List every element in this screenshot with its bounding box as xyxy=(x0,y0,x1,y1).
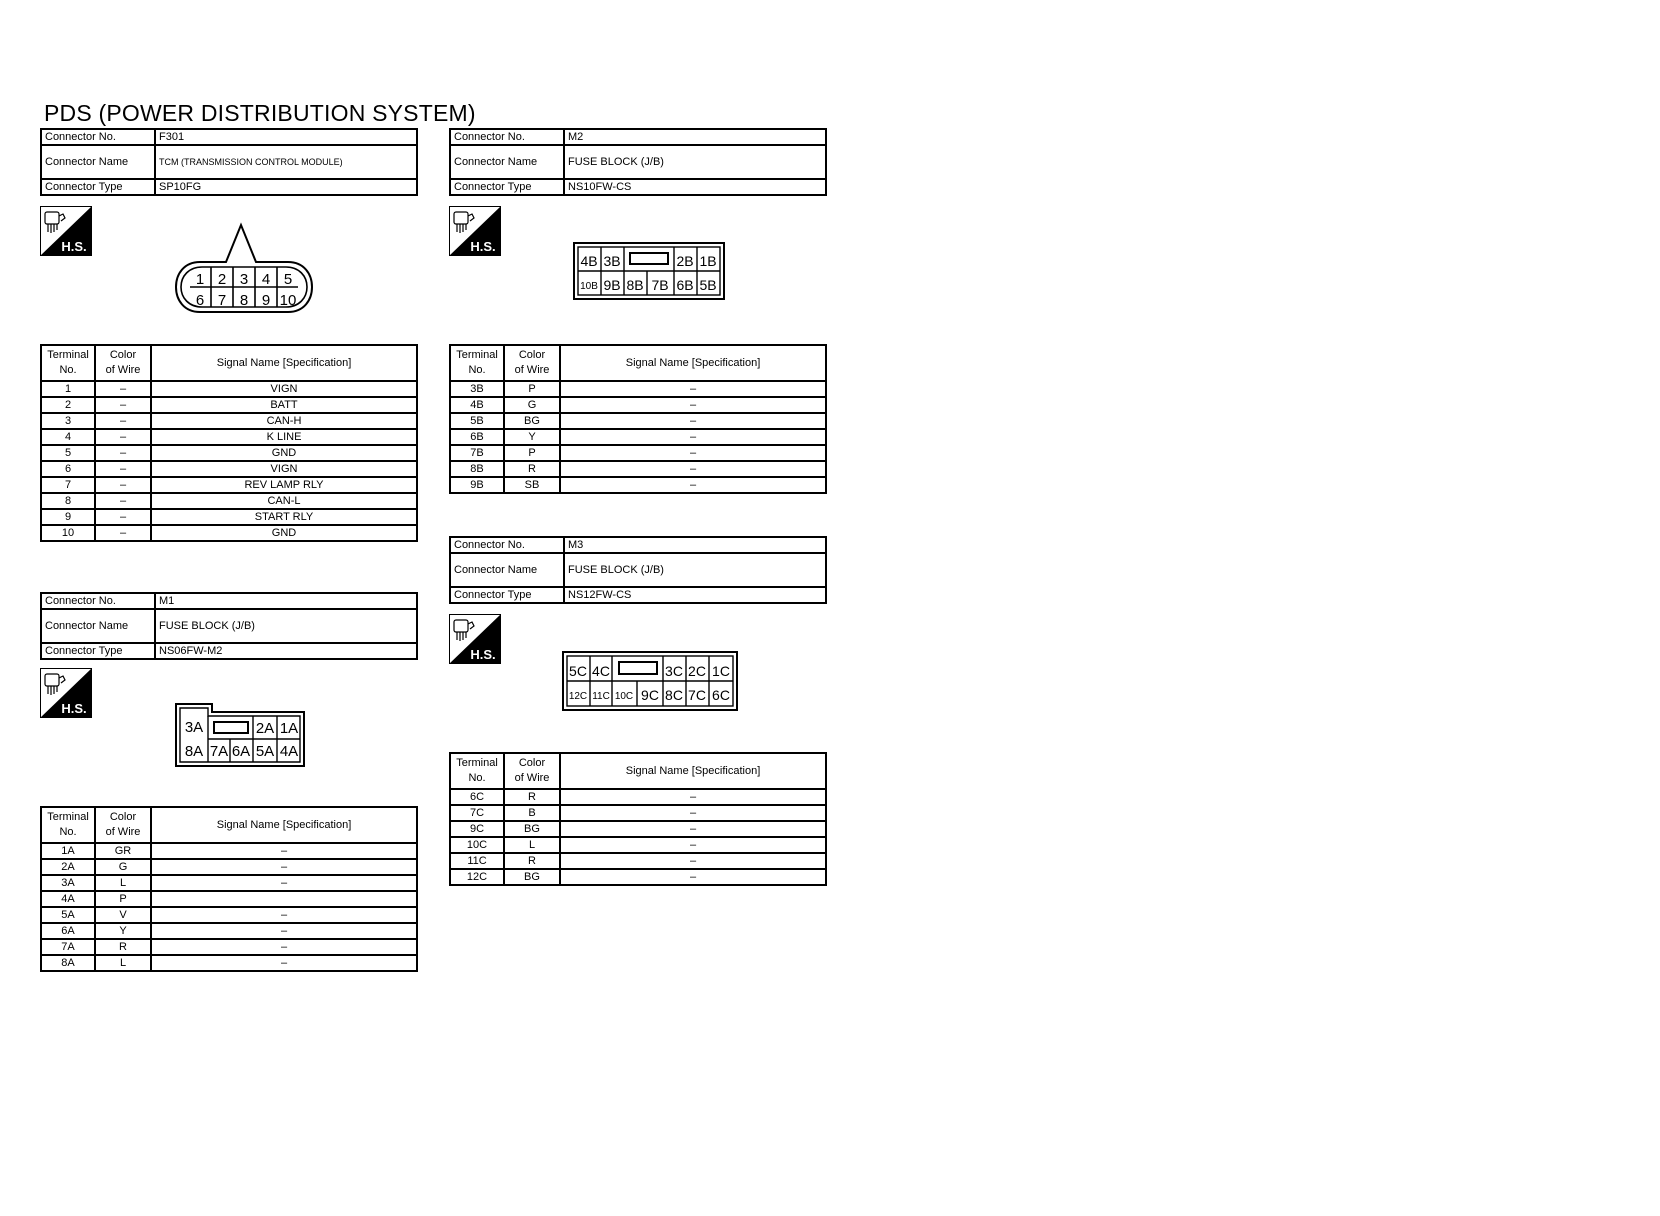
pin-label: 5 xyxy=(283,271,293,288)
table-row xyxy=(41,381,417,397)
hs-label: H.S. xyxy=(61,239,87,254)
signal-name-cell: START RLY xyxy=(151,509,417,525)
signal-name-cell: – xyxy=(151,923,417,939)
connector-type-value: NS06FW-M2 xyxy=(155,643,417,659)
wire-color-cell: Y xyxy=(95,923,151,939)
signal-name-cell: – xyxy=(151,955,417,971)
table-row xyxy=(41,493,417,509)
m3-face-svg xyxy=(562,651,740,713)
wire-color-cell: P xyxy=(504,445,560,461)
wire-color-cell: – xyxy=(95,429,151,445)
terminal-no-cell: 11C xyxy=(450,853,504,869)
table-row xyxy=(450,853,826,869)
table-row xyxy=(450,837,826,853)
wire-color-cell: – xyxy=(95,445,151,461)
terminal-no-cell: 9B xyxy=(450,477,504,493)
hs-label: H.S. xyxy=(470,239,496,254)
signal-name-cell: – xyxy=(560,837,826,853)
terminal-no-cell: 9C xyxy=(450,821,504,837)
table-row xyxy=(41,413,417,429)
terminal-no-cell: 4 xyxy=(41,429,95,445)
terminal-no-cell: 3A xyxy=(41,875,95,891)
terminal-no-cell: 10C xyxy=(450,837,504,853)
signal-name-cell: – xyxy=(151,875,417,891)
connector-m1-face-diagram xyxy=(174,702,310,777)
connector-f301-face-diagram xyxy=(170,222,320,323)
table-row xyxy=(41,477,417,493)
terminal-no-cell: 2 xyxy=(41,397,95,413)
pin-label: 2C xyxy=(688,663,706,679)
signal-name-cell: VIGN xyxy=(151,381,417,397)
wire-color-cell: SB xyxy=(504,477,560,493)
wire-color-cell: – xyxy=(95,397,151,413)
table-row xyxy=(450,477,826,493)
pin-label: 12C xyxy=(568,691,588,702)
signal-name-cell: – xyxy=(560,821,826,837)
col-terminal-header: Terminal No. xyxy=(41,345,95,381)
table-row xyxy=(41,955,417,971)
harness-side-icon xyxy=(40,206,92,256)
pin-label: 8C xyxy=(665,687,683,703)
wire-color-cell: – xyxy=(95,413,151,429)
connector-name-label: Connector Name xyxy=(450,553,564,587)
pin-label: 1C xyxy=(712,663,730,679)
signal-name-cell: CAN-H xyxy=(151,413,417,429)
table-row xyxy=(41,923,417,939)
col-signal-header: Signal Name [Specification] xyxy=(151,345,417,381)
connector-m3-face-diagram xyxy=(562,651,740,718)
connector-type-label: Connector Type xyxy=(450,587,564,603)
pin-label: 5A xyxy=(255,743,275,760)
wire-color-cell: BG xyxy=(504,413,560,429)
table-row xyxy=(450,445,826,461)
m1-face-svg xyxy=(174,702,310,772)
signal-name-cell: – xyxy=(560,381,826,397)
pin-label: 3 xyxy=(239,271,249,288)
pin-label: 10C xyxy=(614,691,634,702)
connector-name-value: FUSE BLOCK (J/B) xyxy=(564,553,826,587)
pin-label: 5C xyxy=(569,663,587,679)
terminal-no-cell: 9 xyxy=(41,509,95,525)
wire-color-cell: L xyxy=(504,837,560,853)
pin-label: 4A xyxy=(279,743,299,760)
terminal-no-cell: 8 xyxy=(41,493,95,509)
connector-type-value: NS12FW-CS xyxy=(564,587,826,603)
pin-label: 7B xyxy=(651,277,669,293)
terminal-no-cell: 12C xyxy=(450,869,504,885)
pin-label: 3B xyxy=(603,253,621,269)
table-row xyxy=(41,397,417,413)
pin-label: 8A xyxy=(184,743,204,760)
connector-f301-signal-table xyxy=(40,344,418,542)
terminal-no-cell: 7A xyxy=(41,939,95,955)
wire-color-cell: BG xyxy=(504,821,560,837)
wire-color-cell: R xyxy=(504,853,560,869)
signal-name-cell: K LINE xyxy=(151,429,417,445)
wire-color-cell: B xyxy=(504,805,560,821)
connector-type-value: NS10FW-CS xyxy=(564,179,826,195)
wire-color-cell: – xyxy=(95,477,151,493)
table-row xyxy=(41,875,417,891)
wire-color-cell: – xyxy=(95,509,151,525)
connector-name-label: Connector Name xyxy=(41,609,155,643)
table-row xyxy=(450,821,826,837)
wire-color-cell: P xyxy=(504,381,560,397)
signal-name-cell: – xyxy=(151,907,417,923)
terminal-no-cell: 5 xyxy=(41,445,95,461)
pin-label: 6A xyxy=(231,743,251,760)
wire-color-cell: GR xyxy=(95,843,151,859)
signal-name-cell: – xyxy=(151,939,417,955)
signal-name-cell: – xyxy=(151,859,417,875)
page-title: PDS (POWER DISTRIBUTION SYSTEM) xyxy=(44,100,476,126)
pin-label: 1B xyxy=(699,253,717,269)
wire-color-cell: V xyxy=(95,907,151,923)
wire-color-cell: R xyxy=(504,461,560,477)
pin-label: 7 xyxy=(217,292,227,309)
pin-label: 3C xyxy=(665,663,683,679)
pin-label: 2 xyxy=(217,271,227,288)
pin-label: 2B xyxy=(676,253,694,269)
table-row xyxy=(41,891,417,907)
connector-no-label: Connector No. xyxy=(450,129,564,145)
connector-type-label: Connector Type xyxy=(41,179,155,195)
table-row xyxy=(450,789,826,805)
connector-f301-header xyxy=(40,128,418,196)
connector-m3-signal-table xyxy=(449,752,827,886)
pin-label: 4C xyxy=(592,663,610,679)
terminal-no-cell: 5B xyxy=(450,413,504,429)
wire-color-cell: G xyxy=(95,859,151,875)
signal-name-cell: – xyxy=(151,843,417,859)
wire-color-cell: R xyxy=(95,939,151,955)
table-row xyxy=(41,461,417,477)
col-signal-header: Signal Name [Specification] xyxy=(560,753,826,789)
table-row xyxy=(450,805,826,821)
connector-no-value: M3 xyxy=(564,537,826,553)
terminal-no-cell: 8A xyxy=(41,955,95,971)
wire-color-cell: P xyxy=(95,891,151,907)
connector-m2-face-diagram xyxy=(573,242,727,307)
connector-no-value: M2 xyxy=(564,129,826,145)
table-row xyxy=(41,509,417,525)
terminal-no-cell: 6A xyxy=(41,923,95,939)
signal-name-cell: GND xyxy=(151,525,417,541)
harness-side-icon xyxy=(449,206,501,256)
harness-side-icon xyxy=(449,614,501,664)
pin-label: 8B xyxy=(626,277,644,293)
terminal-no-cell: 3 xyxy=(41,413,95,429)
wire-color-cell: L xyxy=(95,875,151,891)
pin-label: 7A xyxy=(209,743,229,760)
signal-name-cell: – xyxy=(560,853,826,869)
signal-name-cell xyxy=(151,891,417,907)
signal-name-cell: GND xyxy=(151,445,417,461)
f301-face-svg xyxy=(170,222,320,318)
col-terminal-header: Terminal No. xyxy=(450,345,504,381)
wire-color-cell: L xyxy=(95,955,151,971)
hs-label: H.S. xyxy=(61,701,87,716)
signal-name-cell: – xyxy=(560,869,826,885)
wire-color-cell: – xyxy=(95,525,151,541)
wire-color-cell: G xyxy=(504,397,560,413)
pin-label: 8 xyxy=(239,292,249,309)
connector-type-label: Connector Type xyxy=(450,179,564,195)
connector-no-label: Connector No. xyxy=(41,129,155,145)
pin-label: 9C xyxy=(641,687,659,703)
table-row xyxy=(41,445,417,461)
col-signal-header: Signal Name [Specification] xyxy=(560,345,826,381)
signal-name-cell: CAN-L xyxy=(151,493,417,509)
terminal-no-cell: 7C xyxy=(450,805,504,821)
connector-no-label: Connector No. xyxy=(450,537,564,553)
connector-no-value: M1 xyxy=(155,593,417,609)
connector-type-label: Connector Type xyxy=(41,643,155,659)
terminal-no-cell: 3B xyxy=(450,381,504,397)
terminal-no-cell: 1 xyxy=(41,381,95,397)
terminal-no-cell: 6C xyxy=(450,789,504,805)
terminal-no-cell: 5A xyxy=(41,907,95,923)
connector-m1-header xyxy=(40,592,418,660)
pin-label: 7C xyxy=(688,687,706,703)
col-color-header: Color of Wire xyxy=(95,345,151,381)
connector-no-value: F301 xyxy=(155,129,417,145)
table-row xyxy=(41,907,417,923)
signal-name-cell: – xyxy=(560,445,826,461)
pin-label: 1 xyxy=(195,271,205,288)
table-row xyxy=(450,381,826,397)
col-color-header: Color of Wire xyxy=(504,345,560,381)
connector-type-value: SP10FG xyxy=(155,179,417,195)
col-signal-header: Signal Name [Specification] xyxy=(151,807,417,843)
signal-name-cell: – xyxy=(560,477,826,493)
terminal-no-cell: 7 xyxy=(41,477,95,493)
pin-label: 9B xyxy=(603,277,621,293)
table-row xyxy=(450,429,826,445)
table-row xyxy=(41,525,417,541)
col-color-header: Color of Wire xyxy=(504,753,560,789)
table-row xyxy=(41,859,417,875)
table-row xyxy=(41,939,417,955)
col-color-header: Color of Wire xyxy=(95,807,151,843)
wire-color-cell: R xyxy=(504,789,560,805)
signal-name-cell: BATT xyxy=(151,397,417,413)
table-row xyxy=(41,843,417,859)
connector-no-label: Connector No. xyxy=(41,593,155,609)
connector-name-label: Connector Name xyxy=(41,145,155,179)
pin-label: 1A xyxy=(279,720,299,737)
wire-color-cell: BG xyxy=(504,869,560,885)
terminal-no-cell: 2A xyxy=(41,859,95,875)
pin-label: 6C xyxy=(712,687,730,703)
table-row xyxy=(450,413,826,429)
wire-color-cell: Y xyxy=(504,429,560,445)
hs-label: H.S. xyxy=(470,647,496,662)
connector-name-label: Connector Name xyxy=(450,145,564,179)
table-row xyxy=(41,429,417,445)
connector-name-value: FUSE BLOCK (J/B) xyxy=(564,145,826,179)
connector-m2-signal-table xyxy=(449,344,827,494)
pin-label: 6B xyxy=(676,277,694,293)
terminal-no-cell: 8B xyxy=(450,461,504,477)
connector-name-value: FUSE BLOCK (J/B) xyxy=(155,609,417,643)
pin-label: 4 xyxy=(261,271,271,288)
harness-side-icon xyxy=(40,668,92,718)
wire-color-cell: – xyxy=(95,493,151,509)
terminal-no-cell: 6B xyxy=(450,429,504,445)
pin-label: 9 xyxy=(261,292,271,309)
signal-name-cell: – xyxy=(560,413,826,429)
connector-m3-header xyxy=(449,536,827,604)
terminal-no-cell: 6 xyxy=(41,461,95,477)
signal-name-cell: – xyxy=(560,429,826,445)
pin-label: 3A xyxy=(184,719,204,736)
connector-name-value: TCM (TRANSMISSION CONTROL MODULE) xyxy=(155,145,417,179)
pin-label: 10 xyxy=(279,292,297,309)
signal-name-cell: – xyxy=(560,461,826,477)
pin-label: 10B xyxy=(580,281,598,292)
terminal-no-cell: 1A xyxy=(41,843,95,859)
col-terminal-header: Terminal No. xyxy=(41,807,95,843)
pin-label: 6 xyxy=(195,292,205,309)
signal-name-cell: – xyxy=(560,789,826,805)
pin-label: 11C xyxy=(592,691,610,702)
signal-name-cell: – xyxy=(560,397,826,413)
table-row xyxy=(450,869,826,885)
terminal-no-cell: 4A xyxy=(41,891,95,907)
wire-color-cell: – xyxy=(95,461,151,477)
connector-m2-header xyxy=(449,128,827,196)
table-row xyxy=(450,461,826,477)
terminal-no-cell: 7B xyxy=(450,445,504,461)
pin-label: 5B xyxy=(699,277,717,293)
terminal-no-cell: 4B xyxy=(450,397,504,413)
pin-label: 4B xyxy=(580,253,598,269)
col-terminal-header: Terminal No. xyxy=(450,753,504,789)
pin-label: 2A xyxy=(255,720,275,737)
connector-m1-signal-table xyxy=(40,806,418,972)
terminal-no-cell: 10 xyxy=(41,525,95,541)
signal-name-cell: – xyxy=(560,805,826,821)
signal-name-cell: VIGN xyxy=(151,461,417,477)
wire-color-cell: – xyxy=(95,381,151,397)
m2-face-svg xyxy=(573,242,727,302)
signal-name-cell: REV LAMP RLY xyxy=(151,477,417,493)
table-row xyxy=(450,397,826,413)
